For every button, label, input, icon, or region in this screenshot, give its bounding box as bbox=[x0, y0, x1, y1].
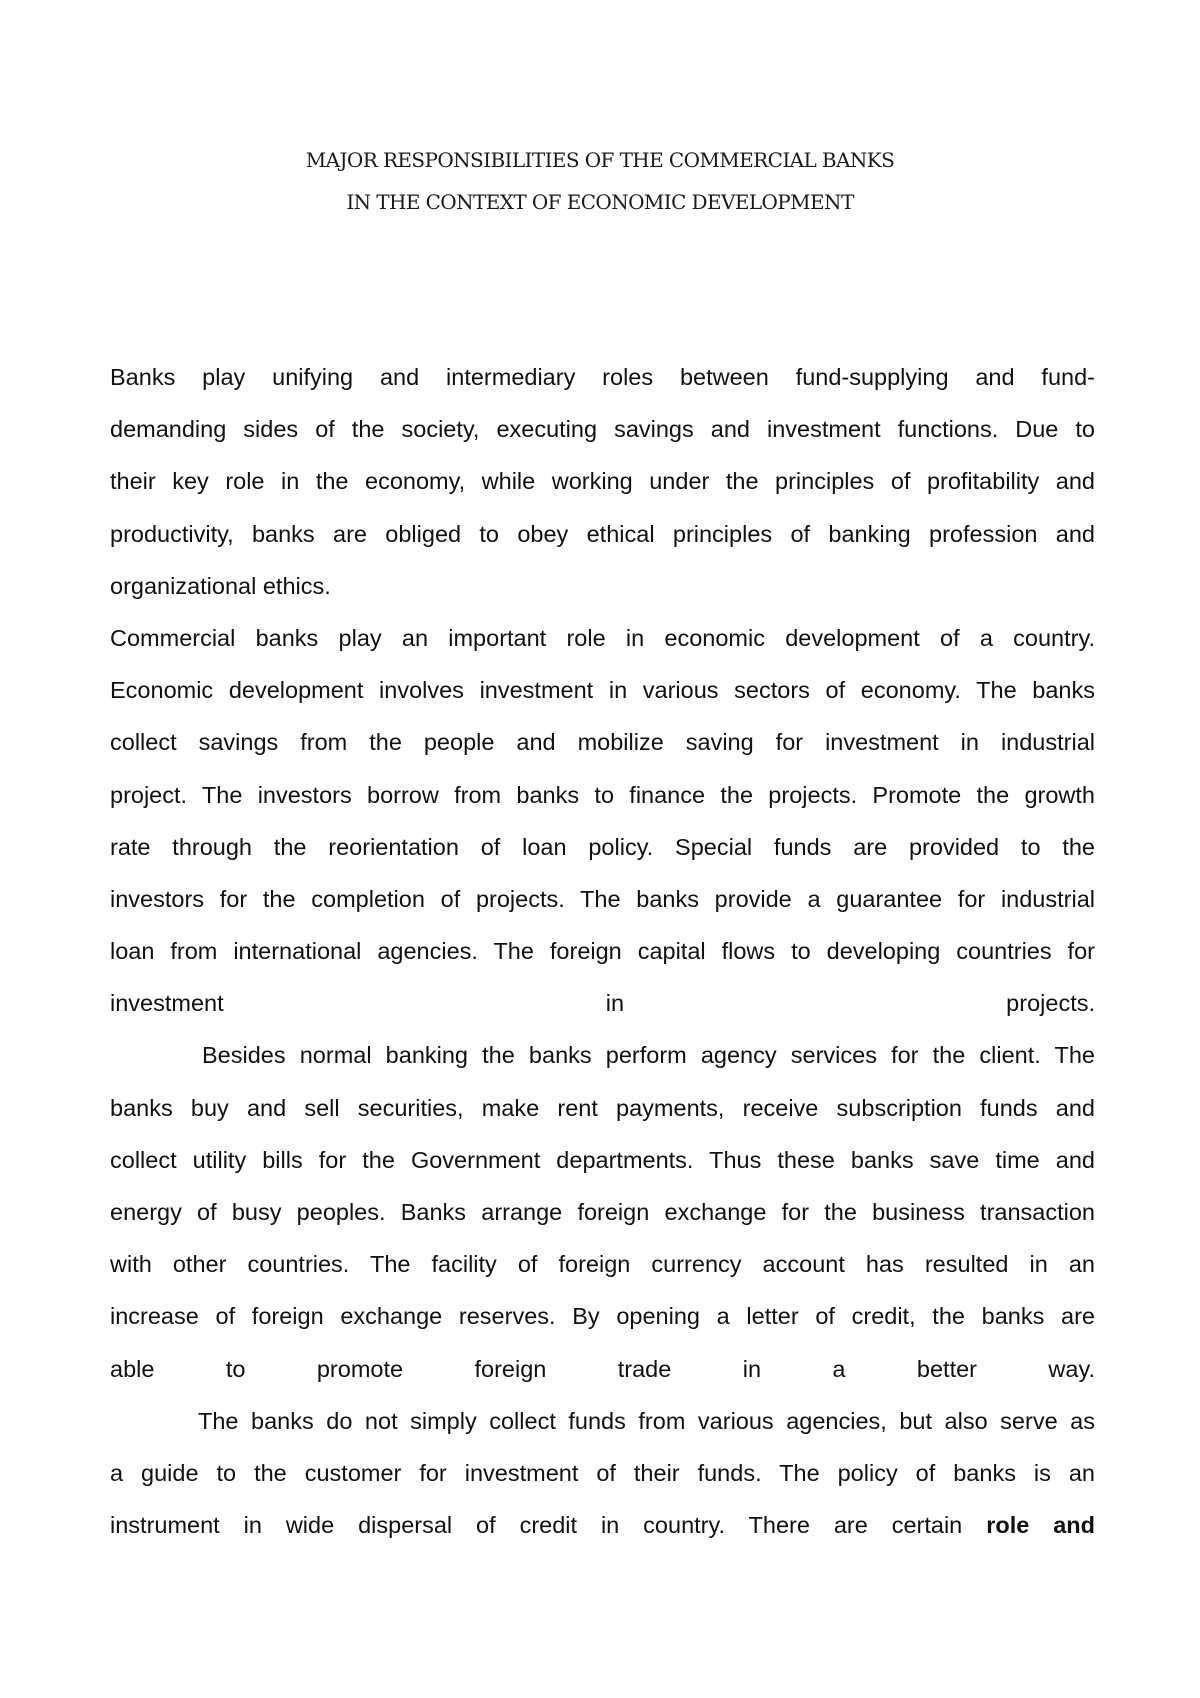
text-line: productivity, banks are obliged to obey ethical principles of banking profession and bbox=[110, 520, 1095, 547]
text-line: with other countries. The facility of foreign currency account has resulted in an bbox=[110, 1251, 1095, 1278]
text-line: loan from international agencies. The foreign capital flows to developing countries for bbox=[110, 938, 1095, 965]
text-line: demanding sides of the society, executing savings and investment functions. Due to bbox=[110, 416, 1095, 443]
text-line: organizational ethics. bbox=[110, 572, 331, 599]
text-line: a guide to the customer for investment of their funds. The policy of banks is an bbox=[110, 1459, 1095, 1486]
text-line: banks buy and sell securities, make rent payments, receive subscription funds and bbox=[110, 1094, 1095, 1121]
text-line-final bbox=[110, 1499, 1095, 1551]
text-line: increase of foreign exchange reserves. By opening a letter of credit, the banks are bbox=[110, 1303, 1095, 1330]
paragraph-3 bbox=[110, 1029, 1095, 1394]
text-line: collect utility bills for the Government departments. Thus these banks save time and bbox=[110, 1146, 1095, 1173]
document-body bbox=[110, 351, 1095, 1551]
text-line: The banks do not simply collect funds from various agencies, but also serve as bbox=[198, 1407, 1095, 1434]
text-line: their key role in the economy, while working under the principles of profitability and bbox=[110, 468, 1095, 495]
text-line: Banks play unifying and intermediary roles between fund-supplying and fund- bbox=[110, 364, 1095, 390]
text-line: project. The investors borrow from banks to finance the projects. Promote the growth bbox=[110, 781, 1095, 808]
text-line: able to promote foreign trade in a better way. bbox=[110, 1355, 1095, 1382]
paragraph-1 bbox=[110, 351, 1095, 612]
text-line: collect savings from the people and mobilize saving for investment in industrial bbox=[110, 729, 1095, 756]
text-line: Besides normal banking the banks perform agency services for the client. The bbox=[202, 1042, 1095, 1069]
text-line: Economic development involves investment in various sectors of economy. The banks bbox=[110, 677, 1095, 704]
document-title-line-2: IN THE CONTEXT OF ECONOMIC DEVELOPMENT bbox=[346, 190, 854, 214]
paragraph-2 bbox=[110, 612, 1095, 1030]
document-title-line-1: MAJOR RESPONSIBILITIES OF THE COMMERCIAL BANKS bbox=[305, 148, 895, 172]
bold-phrase: role and bbox=[986, 1512, 1095, 1539]
text-line: rate through the reorientation of loan policy. Special funds are provided to the bbox=[110, 833, 1095, 860]
paragraph-4 bbox=[110, 1395, 1095, 1552]
text-line: investment in projects. bbox=[110, 990, 1095, 1017]
text-line: energy of busy peoples. Banks arrange foreign exchange for the business transaction bbox=[110, 1199, 1095, 1225]
text-line: Commercial banks play an important role in economic development of a country. bbox=[110, 624, 1095, 651]
text-line-final-plain: instrument in wide dispersal of credit in country. There are certain bbox=[110, 1512, 963, 1539]
text-line: investors for the completion of projects. The banks provide a guarantee for industrial bbox=[110, 885, 1095, 912]
